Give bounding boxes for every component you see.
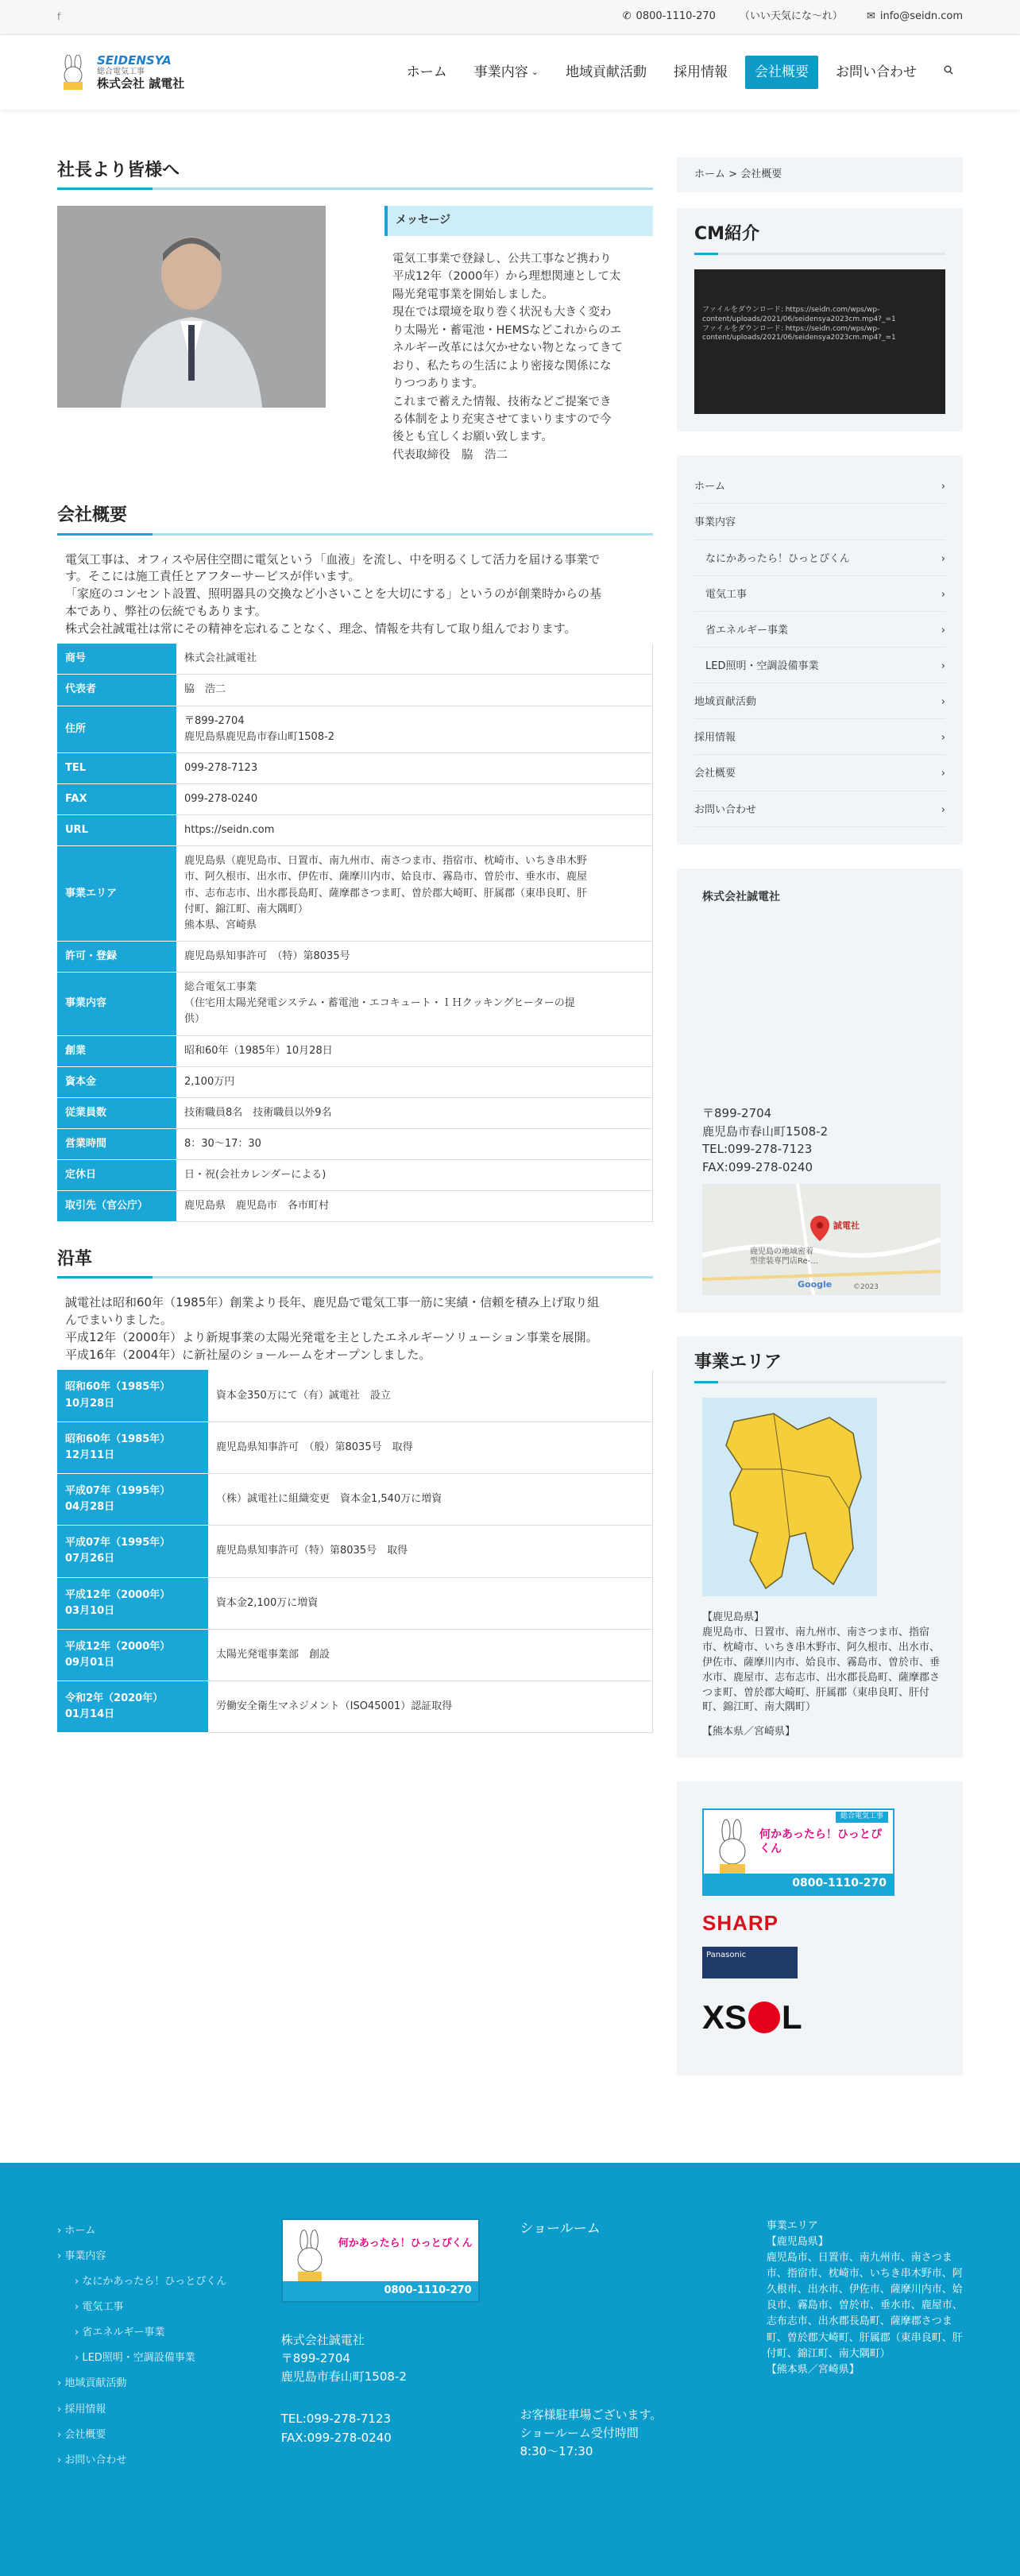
chevron-right-icon: › xyxy=(941,659,945,672)
footer-fax: FAX:099-278-0240 xyxy=(280,2430,392,2445)
footer-area-cities: 鹿児島市、日置市、南九州市、南さつま市、指宿市、枕崎市、いちき串木野市、阿久根市、出水市、伊佐市、薩摩川内市、姶良市、霧島市、曽於市、垂水市、鹿屋市、志布志市、出水郡長島町、薩摩郡さつま町、曽於郡大崎町、肝属郡（東串良町、肝付町、錦江町、南大隅町） xyxy=(766,2251,963,2360)
breadcrumb-home[interactable]: ホーム xyxy=(694,168,726,180)
logo-tagline: 総合電気工事 xyxy=(97,68,145,77)
site-header xyxy=(0,35,1020,110)
message-line: り太陽光・蓄電池・HEMSなどこれからのエ xyxy=(392,323,622,337)
rabbit-mascot-icon xyxy=(288,2228,332,2288)
table-row xyxy=(57,1160,653,1191)
chevron-right-icon: › xyxy=(57,2224,65,2237)
message-heading: メッセージ xyxy=(384,206,653,236)
message-line: これまで蓄えた情報、技術などご提案でき xyxy=(392,395,612,408)
message-line: りつつあります。 xyxy=(392,377,484,391)
table-row xyxy=(57,706,653,752)
cm-widget xyxy=(677,208,963,431)
row-label: 創業 xyxy=(57,1035,176,1066)
history-date: 平成12年（2000年） 09月01日 xyxy=(57,1629,208,1681)
table-row xyxy=(57,783,653,814)
table-row xyxy=(57,1035,653,1066)
chevron-down-icon: ⌄ xyxy=(531,67,539,78)
row-value: 099-278-7123 xyxy=(176,752,653,783)
sidebar-menu-label: ホーム xyxy=(694,481,726,493)
table-row xyxy=(57,815,653,846)
table-row xyxy=(57,644,653,675)
history-row xyxy=(57,1421,653,1473)
sidebar-menu-item[interactable] xyxy=(694,719,945,755)
footer-menu-item[interactable] xyxy=(57,2244,246,2269)
area-cities: 鹿児島市、日置市、南九州市、南さつま市、指宿市、枕崎市、いちき串木野市、阿久根市、出水市、伊佐市、薩摩川内市、姶良市、霧島市、曽於市、垂水市、鹿屋市、志布志市、出水郡長島町、薩摩郡さつま町、曽於郡大崎町、肝属郡（東串良町、肝付町、錦江町、南大隅町） xyxy=(702,1626,941,1714)
footer-company-name: 株式会社誠電社 xyxy=(280,2332,365,2347)
breadcrumb-current: 会社概要 xyxy=(740,168,782,180)
panasonic-banner-label: Panasonic xyxy=(706,1951,747,1960)
table-row xyxy=(57,1128,653,1159)
map-copyright: ©2023 xyxy=(853,1283,879,1292)
logo-company: 株式会社 誠電社 xyxy=(97,75,185,91)
banner-widget xyxy=(677,1781,963,2075)
row-label: TEL xyxy=(57,752,176,783)
chevron-right-icon: › xyxy=(75,2300,83,2313)
sidebar-menu-label: 採用情報 xyxy=(694,732,736,745)
history-row xyxy=(57,1681,653,1733)
footer-hitopi-name: 何かあったら！ひっとぴくん xyxy=(338,2237,473,2249)
history-date: 令和2年（2020年） 01月14日 xyxy=(57,1681,208,1733)
cm-video-player[interactable] xyxy=(694,269,945,414)
footer-menu-item[interactable] xyxy=(57,2295,246,2320)
phone-number[interactable]: 0800-1110-270 xyxy=(636,10,716,23)
footer-menu-item[interactable] xyxy=(57,2397,246,2423)
nav-business-label: 事業内容 xyxy=(473,64,528,80)
widget-address xyxy=(694,1104,945,1176)
footer-menu-label: なにかあったら！ひっとぴくん xyxy=(82,2275,227,2288)
chevron-right-icon: › xyxy=(57,2454,65,2466)
sidebar-menu-item[interactable] xyxy=(694,504,945,540)
footer-area xyxy=(767,2218,963,2576)
history-row xyxy=(57,1629,653,1681)
chevron-right-icon: › xyxy=(941,624,945,636)
footer-address: 鹿児島市春山町1508-2 xyxy=(280,2369,407,2385)
logo-brand: SEIDENSYA xyxy=(97,53,172,68)
greeting-title: 社長より皆様へ xyxy=(57,157,653,190)
intro-line: んでまいりました。 xyxy=(65,1313,173,1328)
footer-menu-label: 電気工事 xyxy=(82,2300,124,2313)
footer-menu-label: 採用情報 xyxy=(64,2403,106,2415)
chevron-right-icon: › xyxy=(941,768,945,780)
main-nav xyxy=(397,56,963,89)
history-date: 平成07年（1995年） 04月28日 xyxy=(57,1474,208,1526)
company-widget xyxy=(677,868,963,1313)
row-value: 総合電気工事業 （住宅用太陽光発電システム・蓄電池・エコキュート・ＩＨクッキングヒーターの提 供） xyxy=(176,973,653,1035)
chevron-right-icon: › xyxy=(57,2249,65,2262)
table-row xyxy=(57,675,653,706)
history-event: 太陽光発電事業部 創設 xyxy=(208,1629,653,1681)
widget-fax: FAX:099-278-0240 xyxy=(702,1159,813,1174)
widget-postal: 〒899-2704 xyxy=(702,1106,772,1121)
chevron-right-icon: › xyxy=(57,2403,65,2415)
message-line: おり、私たちの生活により密接な関係にな xyxy=(392,359,612,373)
chevron-right-icon: › xyxy=(75,2352,83,2365)
message-signature: 代表取締役 脇 浩二 xyxy=(392,448,508,462)
footer-menu-label: 事業内容 xyxy=(64,2249,106,2262)
message-line: 陽光発電事業を開始しました。 xyxy=(392,288,554,301)
message-line: ネルギー改革には欠かせない物となってきて xyxy=(392,342,623,355)
message-line: 平成12年（2000年）から理想関連として太 xyxy=(392,270,621,284)
row-value: 2,100万円 xyxy=(176,1066,653,1097)
message-line: 電気工事業で登録し、公共工事など携わり xyxy=(392,252,612,265)
history-event: 労働安全衛生マネジメント（ISO45001）認証取得 xyxy=(208,1681,653,1733)
footer-area-pref: 【鹿児島県】 xyxy=(766,2235,829,2248)
chevron-right-icon: › xyxy=(941,552,945,565)
row-value: 技術職員8名 技術職員以外9名 xyxy=(176,1097,653,1128)
history-event: 資本金350万にて（有）誠電社 設立 xyxy=(208,1370,653,1421)
intro-line: 誠電社は昭和60年（1985年）創業より長年、鹿児島で電気工事一筋に実績・信頼を積み上げ取り組 xyxy=(65,1295,600,1310)
chevron-right-icon: › xyxy=(941,732,945,745)
table-row xyxy=(57,846,653,942)
area-description xyxy=(694,1611,945,1740)
row-value: 鹿児島県 鹿児島市 各市町村 xyxy=(176,1191,653,1222)
nav-community[interactable]: 地域貢献活動 xyxy=(566,64,647,80)
table-row xyxy=(57,941,653,972)
sidebar-menu-label: LED照明・空調設備事業 xyxy=(705,659,819,672)
footer-menu-label: 地域貢献活動 xyxy=(64,2377,127,2390)
history-row xyxy=(57,1526,653,1577)
sidebar-menu-label: 事業内容 xyxy=(694,516,736,529)
chevron-right-icon: › xyxy=(57,2377,65,2390)
sidebar-menu-label: 会社概要 xyxy=(694,768,736,780)
chevron-right-icon: › xyxy=(941,481,945,493)
history-table xyxy=(57,1370,653,1733)
company-table xyxy=(57,644,653,1222)
history-date: 平成12年（2000年） 03月10日 xyxy=(57,1577,208,1629)
intro-line: 株式会社誠電社は常にその精神を忘れることなく、理念、情報を共有して取り組んでおります。 xyxy=(65,621,577,636)
area-other: 【熊本県／宮崎県】 xyxy=(702,1726,796,1739)
xsol-banner-label-a: XS xyxy=(702,1998,748,2036)
row-label: FAX xyxy=(57,783,176,814)
history-date: 平成07年（1995年） 07月26日 xyxy=(57,1526,208,1577)
history-event: 鹿児島県知事許可 （般）第8035号 取得 xyxy=(208,1421,653,1473)
nav-recruit[interactable]: 採用情報 xyxy=(674,64,728,80)
history-row xyxy=(57,1370,653,1421)
breadcrumb xyxy=(677,157,963,192)
footer-area-title: 事業エリア xyxy=(766,2219,818,2232)
row-label: 定休日 xyxy=(57,1160,176,1191)
footer-company xyxy=(281,2218,485,2576)
google-map[interactable] xyxy=(702,1184,941,1295)
history-row xyxy=(57,1577,653,1629)
logo[interactable] xyxy=(57,54,184,91)
row-value: 099-278-0240 xyxy=(176,783,653,814)
area-widget xyxy=(677,1336,963,1758)
facebook-icon[interactable]: f xyxy=(57,11,61,23)
history-date: 昭和60年（1985年） 12月11日 xyxy=(57,1421,208,1473)
footer-hitopi-banner[interactable] xyxy=(281,2218,480,2303)
row-value: 脇 浩二 xyxy=(176,675,653,706)
row-value: 8：30〜17：30 xyxy=(176,1128,653,1159)
footer-menu xyxy=(57,2218,246,2576)
email-contact[interactable] xyxy=(867,9,963,25)
footer-area-other: 【熊本県／宮崎県】 xyxy=(766,2363,860,2376)
phone-icon: ✆ xyxy=(622,10,632,23)
sidebar-menu-label: 省エネルギー事業 xyxy=(705,624,789,636)
intro-line: 電気工事は、オフィスや居住空間に電気という「血液」を流し、中を明るくして活力を届ける事業で xyxy=(65,551,601,567)
nav-contact[interactable]: お問い合わせ xyxy=(836,64,917,80)
row-value: 株式会社誠電社 xyxy=(176,644,653,675)
message-body xyxy=(384,250,653,465)
sidebar-menu-item[interactable] xyxy=(694,648,945,683)
sidebar-menu-item[interactable] xyxy=(694,755,945,791)
sidebar-menu-item[interactable] xyxy=(694,576,945,612)
table-row xyxy=(57,973,653,1035)
row-label: 代表者 xyxy=(57,675,176,706)
sidebar-menu-label: なにかあったら！ひっとぴくん xyxy=(705,552,850,565)
site-footer xyxy=(0,2163,1020,2576)
footer-tel[interactable]: TEL:099-278-7123 xyxy=(280,2412,392,2427)
footer-menu-item[interactable] xyxy=(57,2423,246,2448)
hitopi-banner-top: 総合電気工事 xyxy=(836,1812,888,1823)
xsol-banner[interactable] xyxy=(702,1991,937,2043)
sidebar-menu-label: 電気工事 xyxy=(705,588,748,601)
footer-menu-label: 会社概要 xyxy=(64,2428,106,2441)
row-label: 営業時間 xyxy=(57,1128,176,1159)
row-label: 資本金 xyxy=(57,1066,176,1097)
xsol-banner-label-b: L xyxy=(782,1998,802,2036)
footer-menu-item[interactable] xyxy=(57,2269,246,2295)
map-pin-label: 誠電社 xyxy=(833,1220,860,1232)
mail-icon: ✉ xyxy=(866,10,875,23)
nav-company[interactable]: 会社概要 xyxy=(745,56,818,89)
table-row xyxy=(57,752,653,783)
history-event: 資本金2,100万に増資 xyxy=(208,1577,653,1629)
footer-menu-label: LED照明・空調設備事業 xyxy=(82,2352,195,2365)
phone-contact[interactable] xyxy=(623,9,716,25)
president-photo xyxy=(57,206,326,408)
side-menu xyxy=(677,455,963,844)
chevron-right-icon: › xyxy=(941,696,945,709)
history-title: 沿革 xyxy=(57,1246,653,1278)
nav-home[interactable]: ホーム xyxy=(406,64,447,80)
chevron-right-icon: › xyxy=(941,803,945,816)
history-date: 昭和60年（1985年） 10月28日 xyxy=(57,1370,208,1421)
table-row xyxy=(57,1066,653,1097)
message-line: 現在では環境を取り巻く状況も大きく変わ xyxy=(392,306,612,319)
video-download-link[interactable]: ファイルをダウンロード: https://seidn.com/wps/wp-content/uploads/2021/06/seidensya2023cm.mp4?_=1 xyxy=(702,324,896,342)
google-logo: Google xyxy=(798,1279,833,1290)
sidebar-menu-item[interactable] xyxy=(694,468,945,504)
sidebar-menu-item[interactable] xyxy=(694,540,945,576)
footer-hitopi-phone: 0800-1110-270 xyxy=(283,2281,478,2300)
footer-menu-item[interactable] xyxy=(57,2218,246,2244)
row-value[interactable]: https://seidn.com xyxy=(176,815,653,846)
row-value: 鹿児島県（鹿児島市、日置市、南九州市、南さつま市、指宿市、枕崎市、いちき串木野 市、阿久根市、出水市、伊佐市、薩摩川内市、姶良市、霧島市、曽於市、垂水市、鹿屋 市、志布志市、出水郡長島町、薩摩郡さつま町、曽於郡大崎町、肝属郡（東串良町、肝 付町、錦江町、南大隅町） 熊本県、宮崎県 xyxy=(176,846,653,942)
map-place-label: 鹿児島の地域密着 型塗装専門店Re-... xyxy=(750,1247,818,1267)
message-line: る体制をより充実させてまいりますので今 xyxy=(392,413,612,426)
row-value: 〒899-2704 鹿児島県鹿児島市春山町1508-2 xyxy=(176,706,653,752)
sidebar-menu-item[interactable] xyxy=(694,791,945,827)
widget-street: 鹿児島市春山町1508-2 xyxy=(702,1124,829,1139)
hitopi-banner-name: 何かあったら！ひっとぴくん xyxy=(759,1828,882,1856)
main-content xyxy=(57,157,653,2099)
breadcrumb-separator: > xyxy=(728,168,738,180)
chevron-right-icon: › xyxy=(57,2428,65,2441)
sidebar-menu-item[interactable] xyxy=(694,612,945,648)
hitopi-banner[interactable] xyxy=(702,1808,894,1896)
showroom-title: ショールーム xyxy=(520,2220,601,2237)
sidebar-menu-item[interactable] xyxy=(694,683,945,719)
cm-title: CM紹介 xyxy=(694,221,945,255)
intro-line: 本であり、弊社の伝統でもあります。 xyxy=(65,603,267,618)
row-label: 事業エリア xyxy=(57,846,176,942)
intro-line: 平成12年（2000年）より新規事業の太陽光発電を主としたエネルギーソリューション事業を展開。 xyxy=(65,1329,598,1344)
row-value: 昭和60年（1985年）10月28日 xyxy=(176,1035,653,1066)
row-label: 商号 xyxy=(57,644,176,675)
chevron-right-icon: › xyxy=(75,2275,83,2288)
xsol-banner-circle xyxy=(748,2002,780,2033)
row-label: 事業内容 xyxy=(57,973,176,1035)
video-download-link[interactable]: ファイルをダウンロード: https://seidn.com/wps/wp-content/uploads/2021/06/seidensya2023cm.mp4?_=1 xyxy=(702,306,896,323)
showroom-parking: お客様駐車場ございます。 xyxy=(520,2407,663,2422)
sidebar-menu-label: お問い合わせ xyxy=(694,803,757,816)
showroom-reception: ショールーム受付時間 xyxy=(520,2426,639,2441)
phone-note: （いい天気にな〜れ） xyxy=(739,10,843,23)
showroom-hours: 8:30〜17:30 xyxy=(520,2444,593,2459)
sharp-banner[interactable]: SHARP xyxy=(702,1911,779,1936)
widget-tel: TEL:099-278-7123 xyxy=(702,1142,813,1157)
row-value: 鹿児島県知事許可 （特）第8035号 xyxy=(176,941,653,972)
area-pref: 【鹿児島県】 xyxy=(702,1611,765,1624)
row-label: 取引先（官公庁） xyxy=(57,1191,176,1222)
footer-menu-item[interactable] xyxy=(57,2346,246,2371)
panasonic-banner[interactable] xyxy=(702,1947,798,1978)
footer-showroom xyxy=(520,2218,731,2576)
chevron-right-icon: › xyxy=(75,2327,83,2339)
history-event: （株）誠電社に組織変更 資本金1,540万に増資 xyxy=(208,1474,653,1526)
nav-business[interactable] xyxy=(465,56,548,89)
company-intro xyxy=(57,551,653,638)
footer-menu-item[interactable] xyxy=(57,2371,246,2396)
widget-company-name: 株式会社誠電社 xyxy=(702,890,780,903)
sidebar-menu-label: 地域貢献活動 xyxy=(694,696,757,709)
hitopi-banner-phone: 0800-1110-270 xyxy=(704,1874,893,1894)
rabbit-mascot-icon xyxy=(57,55,91,90)
message-line: 後とも宜しくお願い致します。 xyxy=(392,431,553,444)
rabbit-mascot-icon xyxy=(709,1818,756,1882)
email-address[interactable]: info@seidn.com xyxy=(879,10,963,23)
row-value: 日・祝(会社カレンダーによる) xyxy=(176,1160,653,1191)
intro-line: す。そこには施工責任とアフターサービスが伴います。 xyxy=(65,569,361,584)
greeting-section xyxy=(57,206,653,464)
company-title: 会社概要 xyxy=(57,502,653,535)
footer-menu-label: 省エネルギー事業 xyxy=(82,2327,165,2339)
row-label: URL xyxy=(57,815,176,846)
table-row xyxy=(57,1097,653,1128)
top-bar xyxy=(0,0,1020,35)
footer-menu-label: お問い合わせ xyxy=(64,2454,127,2466)
footer-menu-label: ホーム xyxy=(64,2224,96,2237)
history-event: 鹿児島県知事許可（特）第8035号 取得 xyxy=(208,1526,653,1577)
history-intro xyxy=(57,1294,653,1363)
kagoshima-map-image xyxy=(702,1398,877,1596)
area-title: 事業エリア xyxy=(694,1349,945,1383)
row-label: 住所 xyxy=(57,706,176,752)
table-row xyxy=(57,1191,653,1222)
row-label: 従業員数 xyxy=(57,1097,176,1128)
search-icon[interactable] xyxy=(934,57,963,87)
chevron-right-icon: › xyxy=(941,588,945,601)
history-row xyxy=(57,1474,653,1526)
intro-line: 「家庭のコンセント設置、照明器具の交換など小さいことを大切にする」というのが創業時からの基 xyxy=(65,586,602,601)
footer-postal: 〒899-2704 xyxy=(280,2350,350,2365)
footer-menu-item[interactable] xyxy=(57,2448,246,2474)
sidebar xyxy=(677,157,963,2099)
intro-line: 平成16年（2004年）に新社屋のショールームをオープンしました。 xyxy=(65,1347,431,1362)
row-label: 許可・登録 xyxy=(57,941,176,972)
footer-menu-item[interactable] xyxy=(57,2320,246,2346)
